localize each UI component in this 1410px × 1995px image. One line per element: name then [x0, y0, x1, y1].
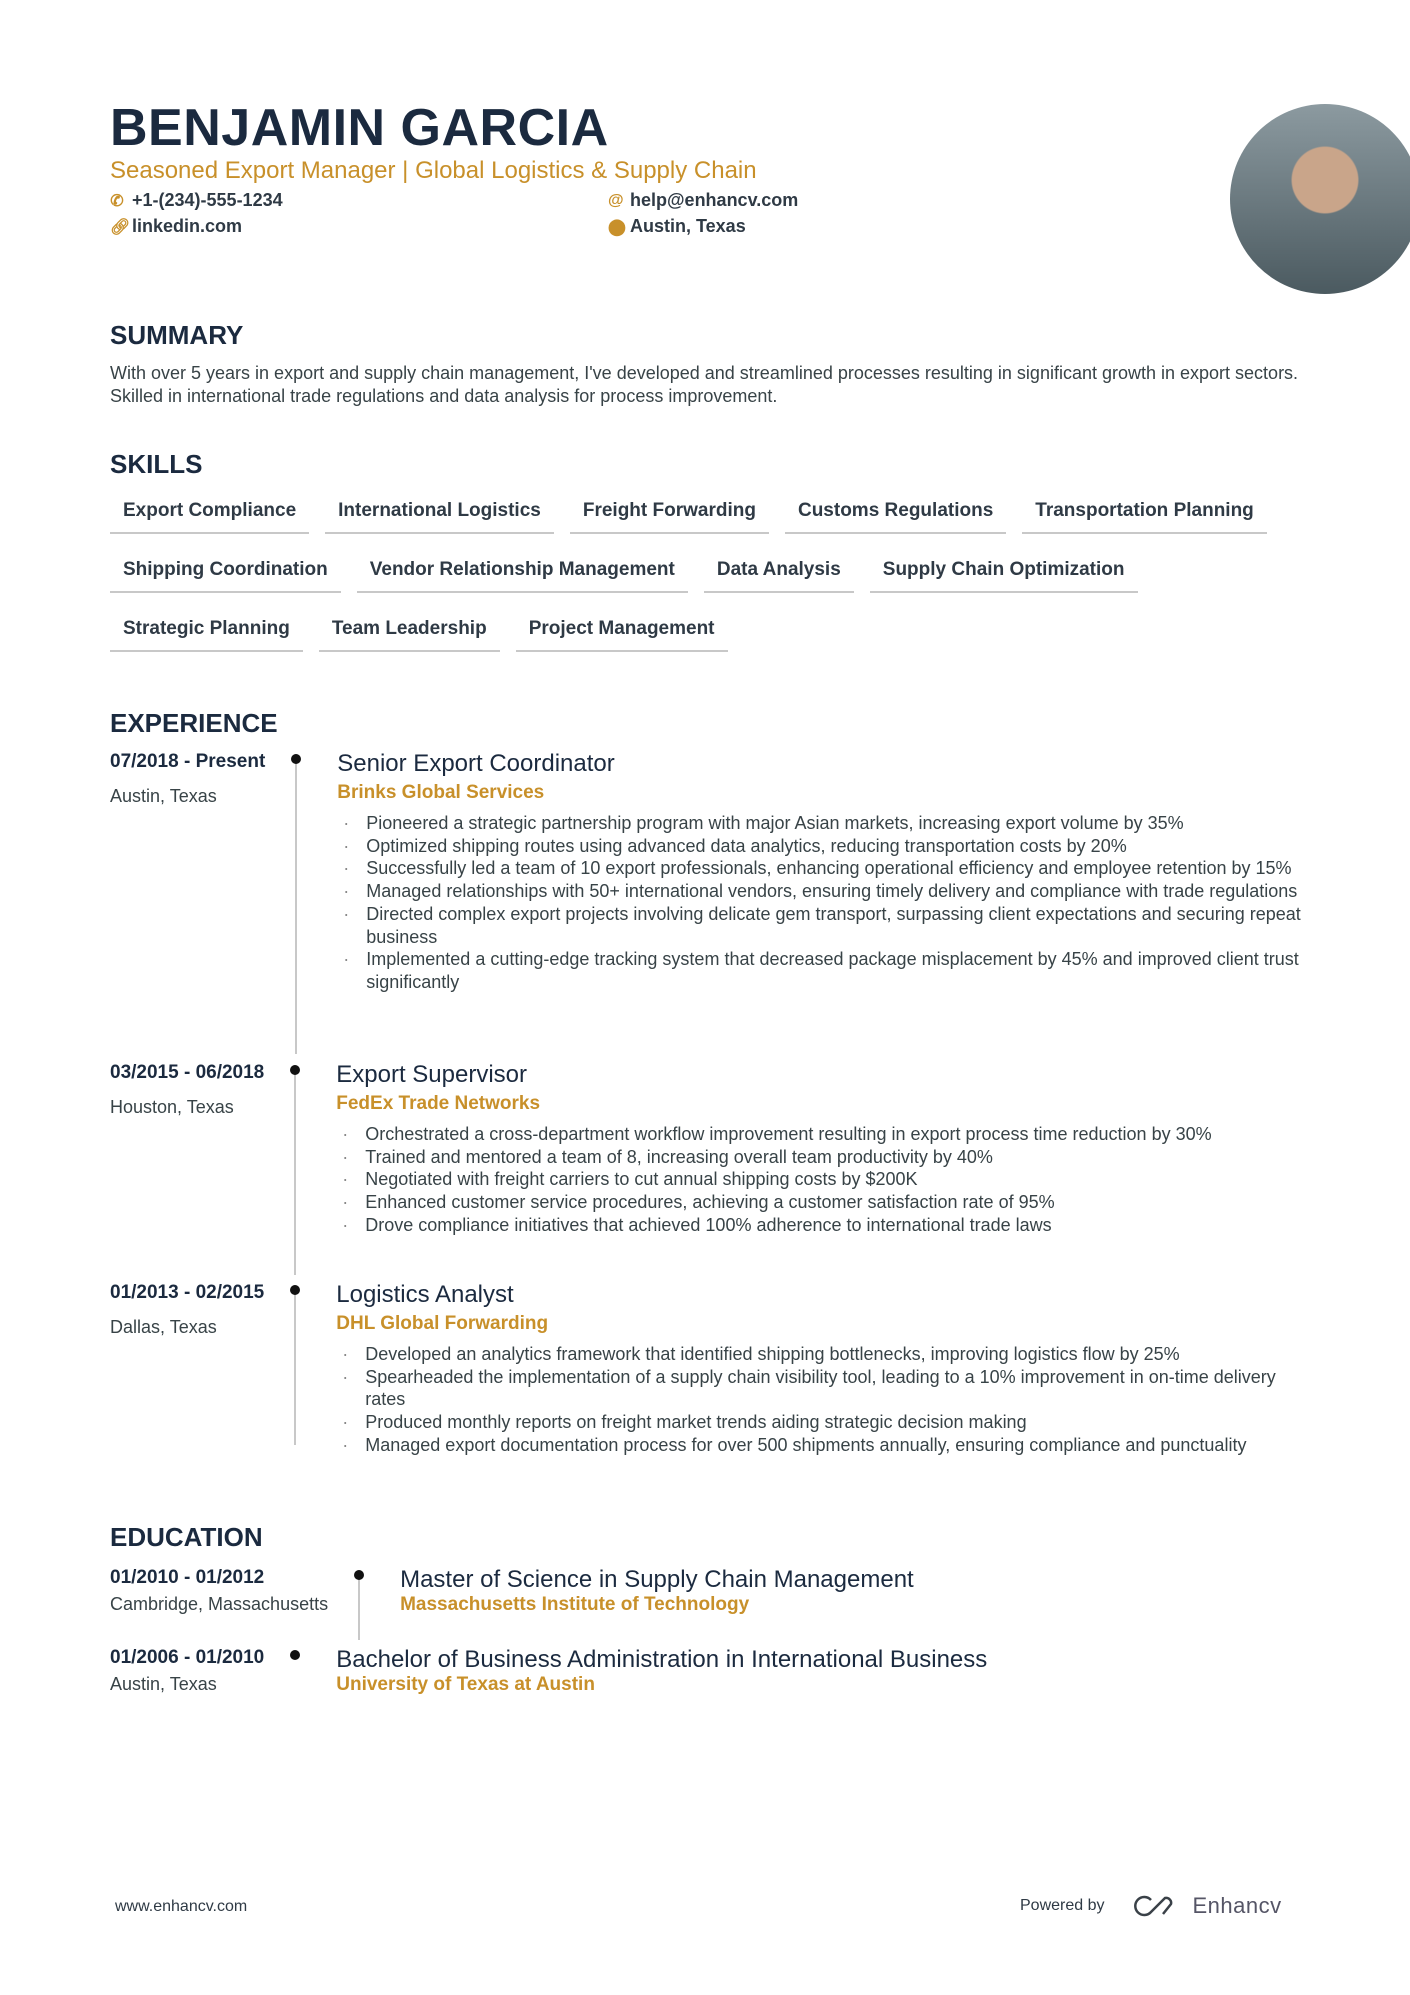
entry-location: Houston, Texas: [110, 1097, 234, 1117]
entry-meta: [110, 1061, 264, 1275]
footer-website[interactable]: www.enhancv.com: [115, 1898, 248, 1915]
entry-title: Export Supervisor: [336, 1061, 527, 1088]
skill-tag: Customs Regulations: [785, 492, 1006, 534]
skills-heading: SKILLS: [110, 449, 203, 479]
entry-organization: Brinks Global Services: [337, 782, 545, 803]
entry-date: 01/2006 - 01/2010: [110, 1647, 265, 1668]
entry-organization: DHL Global Forwarding: [336, 1313, 549, 1334]
bullet-item: · Implemented a cutting-edge tracking system that decreased package misplacement by 45% and improved client trust significantly: [337, 948, 1310, 993]
entry-meta: [110, 1646, 264, 1704]
bullet-item: · Drove compliance initiatives that achieved 100% adherence to international trade laws: [336, 1214, 1310, 1237]
entry-meta: [110, 1281, 264, 1457]
skill-tag: Supply Chain Optimization: [870, 551, 1138, 593]
bullet-item: · Directed complex export projects involving delicate gem transport, surpassing client expectations and securing repeat business: [337, 903, 1310, 948]
timeline-line: [294, 1065, 296, 1275]
entry-title: Senior Export Coordinator: [337, 750, 615, 777]
bullet-item: · Managed relationships with 50+ international vendors, ensuring timely delivery and compliance with trade regulations: [337, 880, 1310, 903]
entry-bullets: [337, 812, 1310, 994]
entry-date: 07/2018 - Present: [110, 751, 266, 772]
experience-entry: [110, 750, 1310, 1054]
bullet-item: · Pioneered a strategic partnership program with major Asian markets, increasing export volume by 35%: [337, 812, 1310, 835]
bullet-item: · Enhanced customer service procedures, achieving a customer satisfaction rate of 95%: [336, 1191, 1310, 1214]
education-heading: EDUCATION: [110, 1522, 263, 1552]
entry-bullets: [336, 1123, 1310, 1237]
skill-tag: Vendor Relationship Management: [357, 551, 688, 593]
timeline-line: [294, 1285, 296, 1445]
contact-phone: [110, 190, 283, 211]
bullet-item: · Produced monthly reports on freight market trends aiding strategic decision making: [336, 1411, 1310, 1434]
entry-content: [336, 1281, 1310, 1457]
timeline-line: [295, 754, 297, 1054]
email-text[interactable]: help@enhancv.com: [630, 190, 799, 210]
skills-list: [110, 492, 1310, 669]
education-entry: [110, 1646, 1310, 1704]
skill-tag: Team Leadership: [319, 610, 500, 652]
entry-content: [336, 1646, 1310, 1704]
bullet-item: · Trained and mentored a team of 8, increasing overall team productivity by 40%: [336, 1146, 1310, 1169]
entry-title: Logistics Analyst: [336, 1281, 514, 1308]
contact-location: [608, 216, 746, 237]
skill-tag: Shipping Coordination: [110, 551, 341, 593]
phone-text: +1-(234)-555-1234: [132, 190, 283, 210]
candidate-name: BENJAMIN GARCIA: [110, 99, 609, 157]
skill-tag: Project Management: [516, 610, 728, 652]
bullet-item: · Developed an analytics framework that identified shipping bottlenecks, improving logistics flow by 25%: [336, 1343, 1310, 1366]
entry-title: Master of Science in Supply Chain Management: [400, 1566, 914, 1593]
skill-tag: Transportation Planning: [1022, 492, 1267, 534]
skill-tag: Data Analysis: [704, 551, 854, 593]
experience-heading: EXPERIENCE: [110, 708, 278, 738]
location-text: Austin, Texas: [630, 216, 746, 236]
footer-powered: [1020, 1893, 1282, 1919]
entry-content: [400, 1566, 1310, 1640]
summary-text: With over 5 years in export and supply chain management, I've developed and streamlined processes resulting in significant growth in export sectors. Skilled in international trade regulations and data analysis for process improvement.: [110, 363, 1299, 406]
link-text[interactable]: linkedin.com: [132, 216, 243, 236]
bullet-item: · Negotiated with freight carriers to cut annual shipping costs by $200K: [336, 1168, 1310, 1191]
skill-tag: Freight Forwarding: [570, 492, 769, 534]
pin-icon: ⬤: [608, 218, 626, 236]
contact-link[interactable]: [110, 216, 242, 237]
link-icon: 🔗︎: [110, 218, 131, 236]
phone-icon: ✆: [110, 192, 124, 210]
bullet-item: · Optimized shipping routes using advanced data analytics, reducing transportation costs by 20%: [337, 835, 1310, 858]
bullet-item: · Spearheaded the implementation of a supply chain visibility tool, leading to a 10% improvement in on-time delivery rates: [336, 1366, 1310, 1411]
experience-entry: [110, 1281, 1310, 1457]
skill-tag: Export Compliance: [110, 492, 309, 534]
bullet-item: · Managed export documentation process for over 500 shipments annually, ensuring compliance and punctuality: [336, 1434, 1310, 1457]
brand-name: Enhancv: [1192, 1893, 1282, 1918]
entry-date: 01/2010 - 01/2012: [110, 1567, 265, 1588]
bullet-item: · Orchestrated a cross-department workflow improvement resulting in export process time reduction by 30%: [336, 1123, 1310, 1146]
entry-date: 03/2015 - 06/2018: [110, 1062, 265, 1083]
profile-photo: [1230, 104, 1410, 294]
contact-email[interactable]: [608, 190, 798, 211]
skill-tag: Strategic Planning: [110, 610, 303, 652]
skill-tag: International Logistics: [325, 492, 554, 534]
bullet-item: · Successfully led a team of 10 export professionals, enhancing operational efficiency and employee retention by 15%: [337, 857, 1310, 880]
candidate-subtitle: Seasoned Export Manager | Global Logistics & Supply Chain: [110, 157, 757, 184]
entry-meta: [110, 750, 265, 1054]
entry-organization: FedEx Trade Networks: [336, 1093, 541, 1114]
entry-location: Dallas, Texas: [110, 1317, 217, 1337]
entry-content: [337, 750, 1310, 1054]
experience-entry: [110, 1061, 1310, 1275]
entry-content: [336, 1061, 1310, 1275]
entry-bullets: [336, 1343, 1310, 1457]
summary-heading: SUMMARY: [110, 320, 244, 350]
entry-location: Austin, Texas: [110, 1674, 217, 1694]
entry-location: Austin, Texas: [110, 786, 217, 806]
entry-title: Bachelor of Business Administration in International Business: [336, 1646, 988, 1673]
education-entry: [110, 1566, 1310, 1640]
timeline-line: [358, 1570, 360, 1640]
enhancv-logo-icon: [1133, 1894, 1179, 1918]
entry-date: 01/2013 - 02/2015: [110, 1282, 265, 1303]
at-icon: @: [608, 191, 624, 209]
entry-location: Cambridge, Massachusetts: [110, 1594, 329, 1614]
entry-meta: [110, 1566, 328, 1640]
entry-organization: Massachusetts Institute of Technology: [400, 1594, 750, 1615]
powered-by-text: Powered by: [1020, 1897, 1105, 1914]
entry-organization: University of Texas at Austin: [336, 1674, 595, 1695]
